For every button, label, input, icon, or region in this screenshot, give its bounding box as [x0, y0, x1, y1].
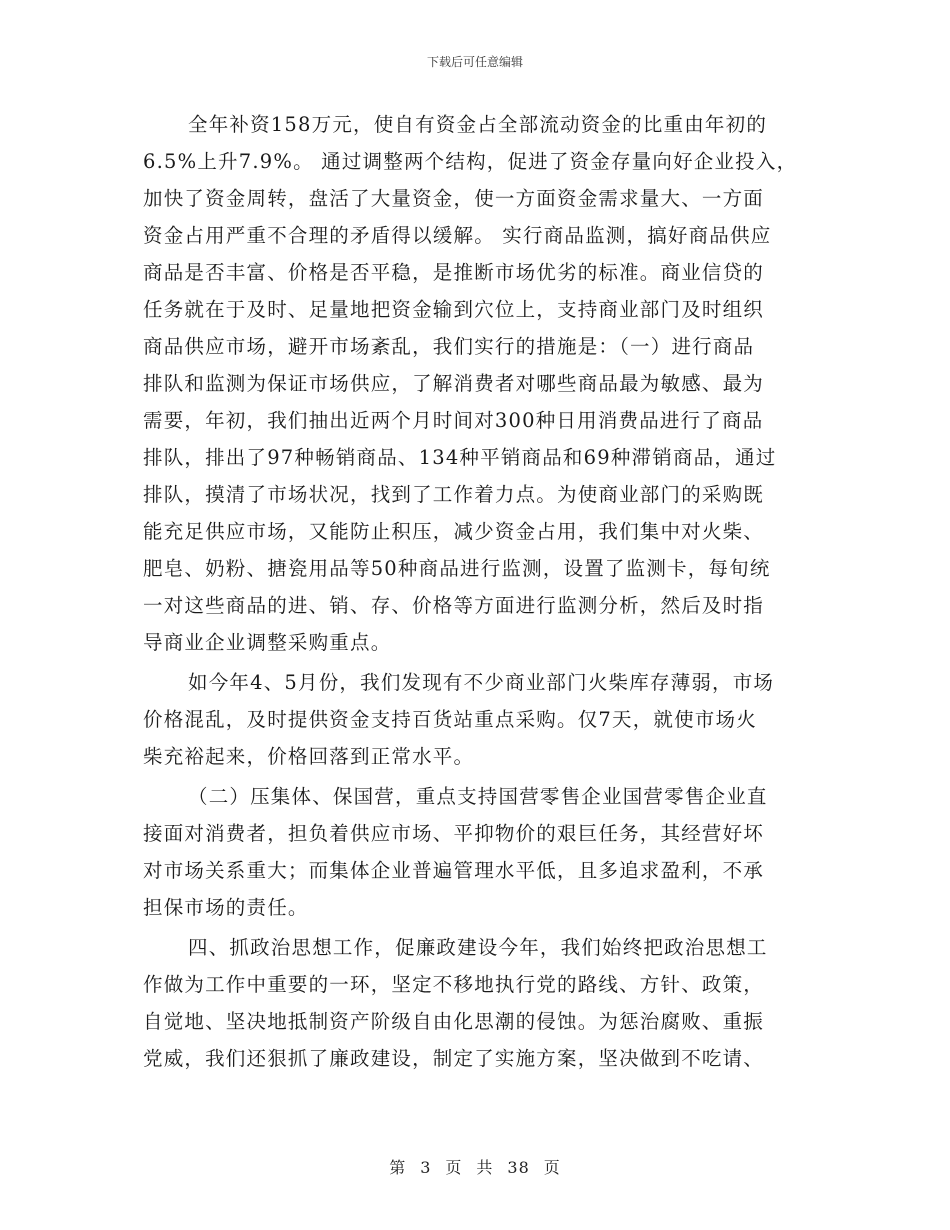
- text-line: 自觉地、坚决地抵制资产阶级自由化思潮的侵蚀。为惩治腐败、重振: [143, 1010, 765, 1033]
- text-line: 作做为工作中重要的一环，坚定不移地执行党的路线、方针、政策，: [143, 973, 765, 996]
- total-unit: 页: [543, 1158, 561, 1177]
- text-line: 排队和监测为保证市场供应，了解消费者对哪些商品最为敏感、最为: [143, 372, 765, 395]
- text-line: 担保市场的责任。: [143, 896, 309, 919]
- page-header: 下载后可任意编辑: [426, 55, 523, 69]
- page-unit: 页: [445, 1158, 463, 1177]
- text-line: 党威，我们还狠抓了廉政建设，制定了实施方案，坚决做到不吃请、: [143, 1047, 765, 1070]
- text-line: 接面对消费者，担负着供应市场、平抑物价的艰巨任务，其经营好坏: [143, 822, 765, 845]
- text-line: 对市场关系重大；而集体企业普遍管理水平低，且多追求盈利，不承: [143, 859, 765, 882]
- total-label: 共: [476, 1158, 494, 1177]
- text-line: 商品是否丰富、价格是否平稳，是推断市场优劣的标准。商业信贷的: [143, 261, 765, 284]
- text-line: 导商业企业调整采购重点。: [143, 631, 392, 654]
- text-line: 四、抓政治思想工作，促廉政建设今年，我们始终把政治思想工: [188, 936, 768, 959]
- text-line: 需要，年初，我们抽出近两个月时间对300种日用消费品进行了商品: [143, 409, 764, 432]
- text-line: 全年补资158万元，使自有资金占全部流动资金的比重由年初的: [188, 113, 768, 136]
- text-line: 柴充裕起来，价格回落到正常水平。: [143, 745, 475, 768]
- text-line: 肥皂、奶粉、搪瓷用品等50种商品进行监测，设置了监测卡，每旬统: [143, 557, 771, 580]
- text-line: 排队，摸清了市场状况，找到了工作着力点。为使商业部门的采购既: [143, 483, 765, 506]
- text-line: （二）压集体、保国营，重点支持国营零售企业国营零售企业直: [188, 785, 768, 808]
- text-line: 一对这些商品的进、销、存、价格等方面进行监测分析，然后及时指: [143, 594, 765, 617]
- text-line: 如今年4、5月份，我们发现有不少商业部门火柴库存薄弱，市场: [188, 671, 775, 694]
- text-line: 加快了资金周转，盘活了大量资金，使一方面资金需求量大、一方面: [143, 187, 765, 210]
- text-line: 排队，排出了97种畅销商品、134种平销商品和69种滞销商品，通过: [143, 446, 777, 469]
- text-line: 任务就在于及时、足量地把资金输到穴位上，支持商业部门及时组织: [143, 298, 765, 321]
- text-line: 资金占用严重不合理的矛盾得以缓解。 实行商品监测，搞好商品供应: [143, 224, 772, 247]
- page-footer: [0, 1155, 950, 1178]
- page-number: 3: [420, 1158, 432, 1177]
- text-line: 6.5%上升7.9%。 通过调整两个结构，促进了资金存量向好企业投入，: [143, 150, 798, 173]
- text-line: 能充足供应市场，又能防止积压，减少资金占用，我们集中对火柴、: [143, 520, 765, 543]
- page-label: 第: [389, 1158, 407, 1177]
- text-line: 商品供应市场，避开市场紊乱，我们实行的措施是：（一）进行商品: [143, 335, 755, 358]
- text-line: 价格混乱，及时提供资金支持百货站重点采购。仅7天，就使市场火: [143, 708, 757, 731]
- total-pages: 38: [507, 1158, 530, 1177]
